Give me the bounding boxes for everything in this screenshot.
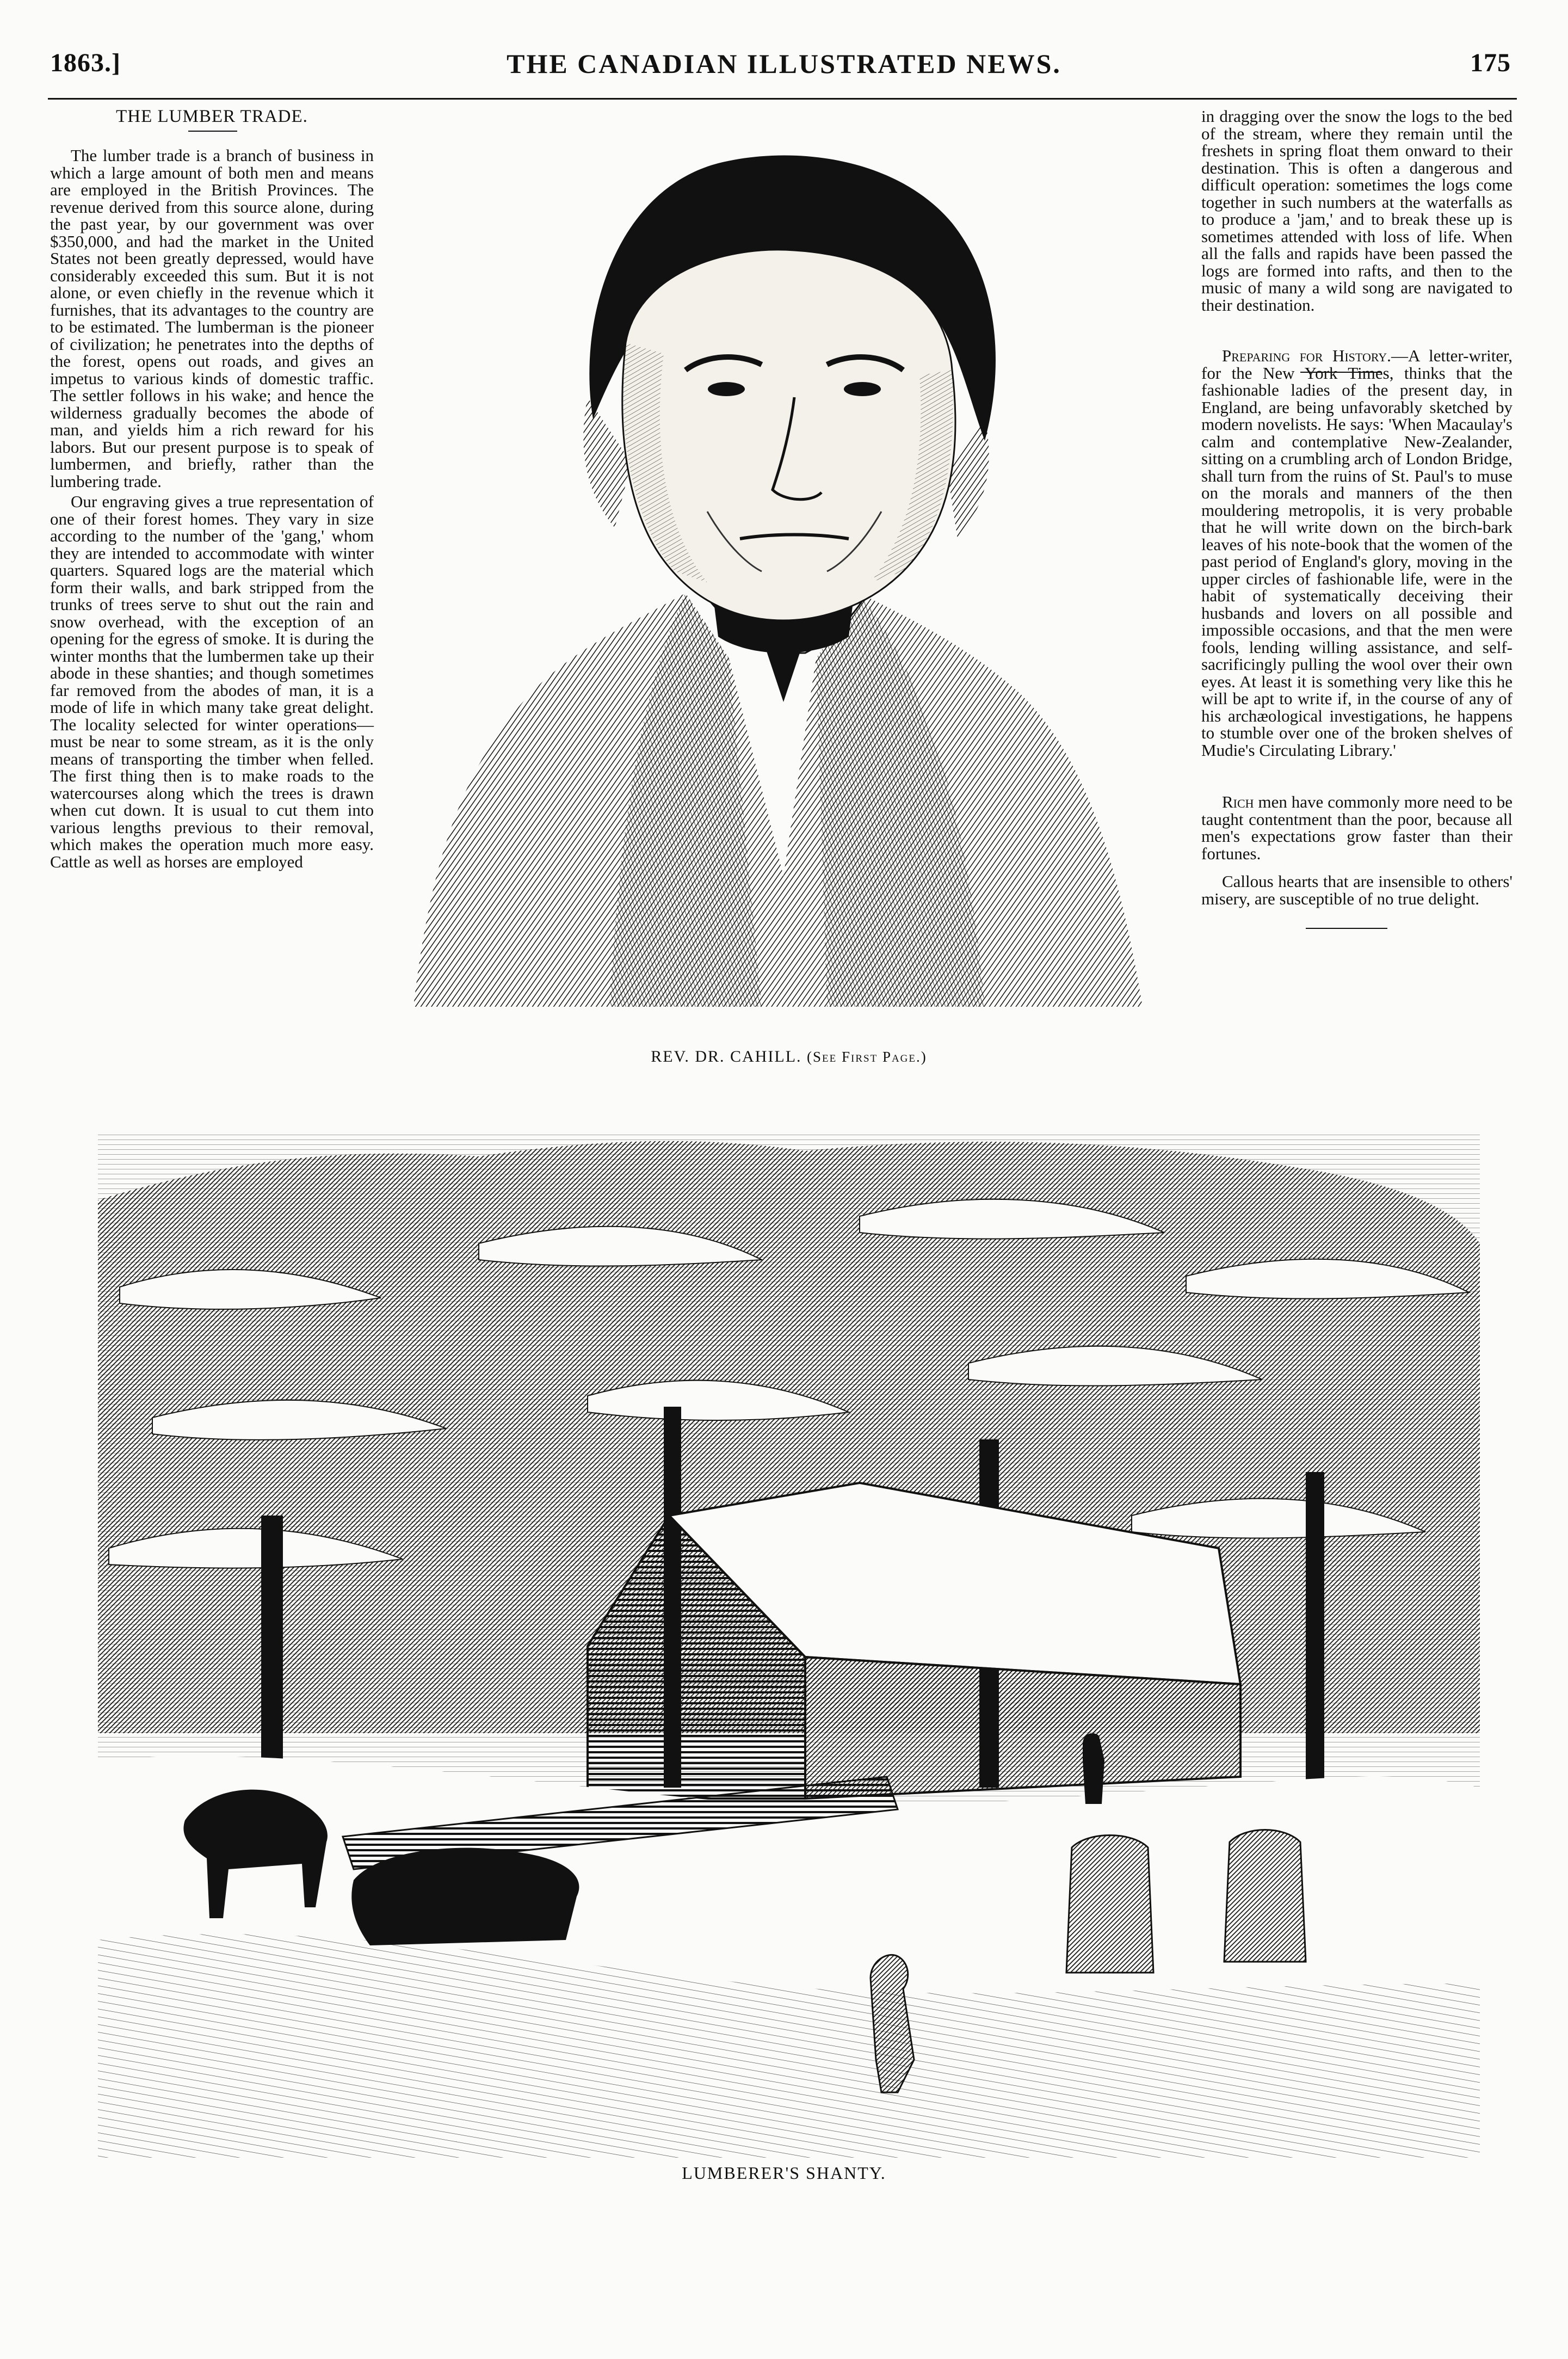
- shanty-engraving: [98, 1135, 1480, 2158]
- header-rule: [48, 98, 1517, 100]
- portrait-caption-main: REV. DR. CAHILL.: [651, 1048, 802, 1065]
- header-year: 1863.]: [50, 48, 121, 77]
- stump: [1066, 1836, 1153, 1973]
- rich-text: men have commonly more need to be taught contentment than the poor, because all men's expectations grow faster than their fortunes.: [1201, 792, 1513, 863]
- separator-rule: [1306, 928, 1387, 929]
- article-continuation: in dragging over the snow the logs to the bed of the stream, where they remain until the freshets in spring float them onward to their destination. This is often a dangerous and difficult operation: sometimes the logs come together in such numbers at the waterfalls as to produce a 'jam,' and to break these up is sometimes attended with loss of life. When all the falls and rapids have been passed the logs are formed into rafts, and then to the music of many a wild song are navigated to their destination.: [1201, 107, 1513, 315]
- shanty-caption: LUMBERER'S SHANTY.: [682, 2163, 886, 2183]
- callous-paragraph: Callous hearts that are insensible to others' misery, are susceptible of no true delight.: [1201, 872, 1513, 908]
- history-lead: Preparing for History.: [1222, 346, 1391, 365]
- page-number: 175: [1470, 48, 1511, 77]
- history-text: —A letter-writer, for the New York Times, thinks that the fashionable ladies of the present day, in England, are being unfavorably sketched by modern novelists. He says: 'When Macaulay's calm and contemplative New-Zealander, sitting on a crumbling arch of London Bridge, shall turn from the ruins of St. Paul's to muse on the morals and manners of the then mouldering metropolis, it is very probable that he will write down on the birch-bark leaves of his note-book that the women of the past period of England's glory, moving in the upper circles of fashionable life, were in the habit of systematically deceiving their husbands and lovers on all possible and impossible occasions, and that the men were fools, lending willing assistance, and self-sacrificingly pulling the wool over their own eyes. At least it is something very like this he will be apt to write if, in the course of any of his archæological investigations, he happens to stumble over one of the broken shelves of Mudie's Circulating Library.': [1201, 346, 1513, 760]
- right-column: [1201, 108, 1513, 910]
- portrait-caption-note: (See First Page.): [807, 1049, 927, 1065]
- stump: [1224, 1830, 1306, 1962]
- portrait-engraving: [381, 114, 1197, 1039]
- history-paragraph: [1201, 347, 1513, 759]
- portrait-caption: [381, 1048, 1197, 1066]
- article-paragraph-2: Our engraving gives a true representation of one of their forest homes. They vary in size according to the number of the 'gang,' whom they are intended to accommodate with winter quarters. Squared logs are the material which form their walls, and bark stripped from the trunks of trees serve to shut out the rain and snow overhead, with the exception of an opening for the egress of smoke. It is during the winter months that the lumbermen take up their abode in these shanties; and though sometimes far removed from the abodes of man, it is a mode of life in which many take great delight. The locality selected for winter operations—must be near to some stream, as it is the only means of transporting the timber when felled. The first thing then is to make roads to the watercourses along which the trees is drawn when cut down. It is usual to cut them into various lengths previous to their removal, which makes the operation much more easy. Cattle as well as horses are employed: [50, 492, 374, 871]
- rich-paragraph: [1201, 793, 1513, 862]
- article-title: THE LUMBER TRADE.: [116, 107, 308, 126]
- left-column: [50, 147, 374, 873]
- newspaper-title: THE CANADIAN ILLUSTRATED NEWS.: [507, 48, 1061, 79]
- title-rule: [188, 131, 237, 132]
- rich-lead: Rich: [1222, 792, 1254, 811]
- article-paragraph-1: The lumber trade is a branch of business in which a large amount of both men and means are employed in the British Provinces. The revenue derived from this source alone, during the past year, by our government was over $350,000, and had the market in the United States not been greatly depressed, would have considerably exceeded this sum. But it is not alone, or even chiefly in the revenue which it furnishes, that its advantages to the country are to be estimated. The lumberman is the pioneer of civilization; he penetrates into the depths of the forest, opens out roads, and gives an impetus to various kinds of domestic traffic. The settler follows in his wake; and hence the wilderness gradually becomes the abode of man, and yields him a rich reward for his labors. But our present purpose is to speak of lumbermen, and briefly, rather than the lumbering trade.: [50, 146, 374, 491]
- separator-rule: [1300, 372, 1382, 373]
- ox-right: [351, 1848, 579, 1945]
